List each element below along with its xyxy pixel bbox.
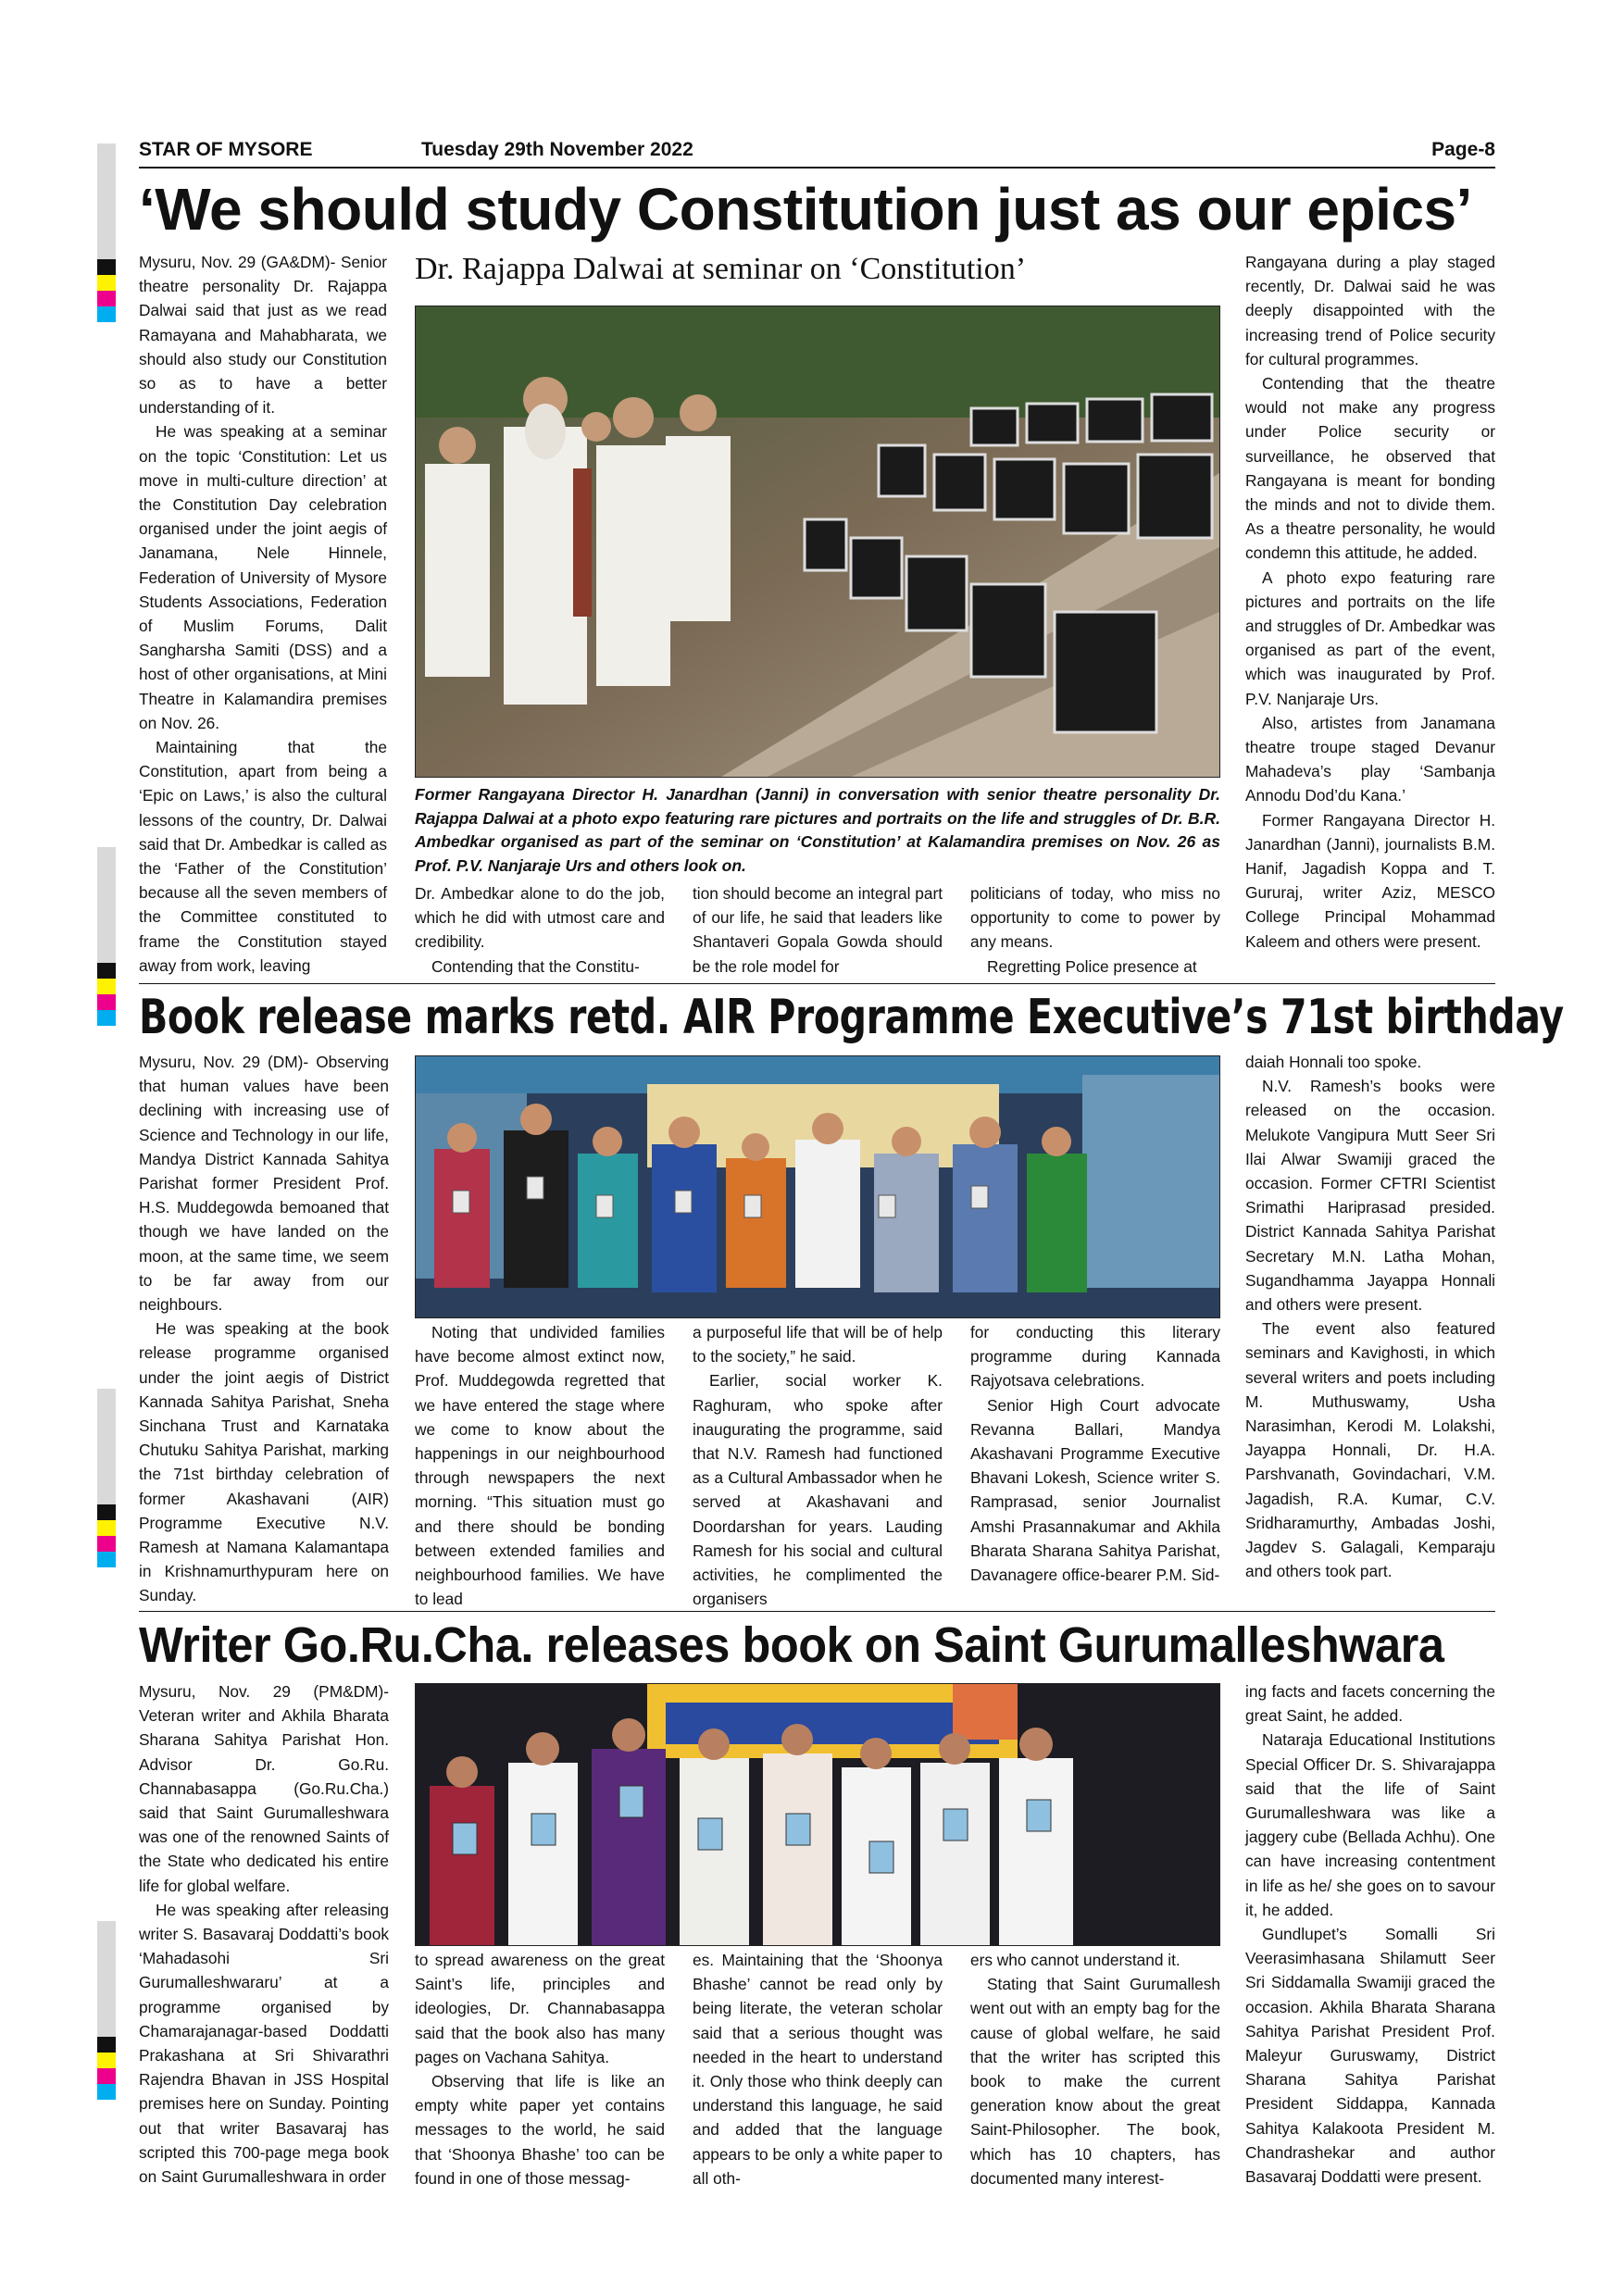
story2-column-2 [415, 1320, 665, 1611]
color-registration-mark [97, 963, 116, 1026]
story2-paragraph: The event also featured seminars and Kavighosti, in which several writers and poets including M. Muthuswamy, Usha Narasimhan, Kerodi M. Lolakshi, Jayappa Honnali, Dr. H.A. Parshvanath, Govindachari, V.M. Jagadish, R.A. Kumar, C.V. Sridharamurthy, Ambadas Joshi, Jagdev S. Galagali, Kemparaju and others took part. [1245, 1319, 1495, 1581]
story-divider [139, 1611, 1495, 1612]
story1-headline: ‘We should study Constitution just as our epics’ [139, 176, 1472, 243]
story3-paragraph: Stating that Saint Gurumallesh went out with an empty bag for the cause of global welfare, he said that the writer has scripted this book to make the current generation know about the great Saint-Philosopher. The book, which has 10 chapters, has documented many interest- [970, 1975, 1220, 2188]
story3-paragraph: He was speaking after releasing writer S. Basavaraj Doddatti’s book ‘Mahadasohi Sri Gurumalleshwararu’ at a programme organised by Chamarajanagar-based Doddatti Prakashana at Sri Shivarathri Rajendra Bhavan in JSS Hospital premises here on Sunday. Pointing out that writer Basavaraj has scripted this 700-page mega book on Saint Gurumalleshwara in order [139, 1900, 389, 2187]
issue-date: Tuesday 29th November 2022 [421, 139, 693, 160]
story1-paragraph: Former Rangayana Director H. Janardhan (Janni), journalists B.M. Hanif, Jagadish Koppa and T. Gururaj, writer Aziz, MESCO College Principal Mohammad Kaleem and others were present. [1245, 810, 1495, 951]
story3-column-1 [139, 1679, 389, 2189]
story-divider [139, 983, 1495, 984]
story1-paragraph: Maintaining that the Constitution, apart from being a ‘Epic on Laws,’ is also the cultural lessons of the country, Dr. Dalwai said that Dr. Ambedkar is called as the ‘Father of the Constitution’ because all the seven members of the Committee constituted to frame the Constitution stayed away from work, leaving [139, 738, 387, 975]
story1-paragraph: politicians of today, who miss no opportunity to come to power by any means. [970, 884, 1220, 952]
story1-photo-caption: Former Rangayana Director H. Janardhan (Janni) in conversation with senior theatre personality Dr. Rajappa Dalwai at a photo expo featuring rare pictures and portraits on the life and struggles of Dr. B.R. Ambedkar organised as part of the seminar on ‘Constitution’ at Kalamandira premises on Nov. 26 as Prof. P.V. Nanjaraje Urs and others look on. [415, 785, 1220, 875]
story2-headline: Book release marks retd. AIR Programme Executive’s 71st birthday [139, 990, 1564, 1045]
story3-paragraph: Observing that life is like an empty white paper yet contains messages to the world, he said that ‘Shoonya Bhashe’ too can be found in one of those messag- [415, 2072, 665, 2188]
book-release-image [416, 1056, 1219, 1317]
story3-paragraph: Gundlupet’s Somalli Sri Veerasimhasana Shilamutt Seer Sri Siddamalla Swamiji graced the occasion. Akhila Bharata Sharana Sahitya Parishat President Prof. Maleyur Guruswamy, District Sharana Sahitya Parishat President Siddappa, Kannada Sahitya Kalakoota President M. Chandrashekar and author Basavaraj Doddatti were present. [1245, 1925, 1495, 2187]
story2-paragraph: He was speaking at the book release programme organised under the joint aegis of District Kannada Sahitya Parishat, Sneha Sinchana Trust and Karnataka Chutuku Sahitya Parishat, marking the 71st birthday celebration of former Akashavani (AIR) Programme Executive N.V. Ramesh at Namana Kalamantapa in Krishnamurthypuram here on Sunday. [139, 1319, 389, 1605]
story3-paragraph: to spread awareness on the great Saint’s life, principles and ideologies, Dr. Channabasappa said that the book also has many pages on Vachana Sahitya. [415, 1951, 665, 2066]
story2-paragraph: Noting that undivided families have become almost extinct now, Prof. Muddegowda regretted that we have entered the stage where we come to know about the happenings in our neighbourhood through newspapers the next morning. “This situation must go and there should be bonding between extended families and neighbourhood families. We have to lead [415, 1323, 665, 1609]
story1-column-2 [415, 881, 665, 979]
margin-grey-bar [97, 144, 116, 259]
margin-grey-bar [97, 1921, 116, 2037]
story3-column-3 [693, 1948, 943, 2190]
color-registration-mark [97, 2037, 116, 2100]
story2-paragraph: N.V. Ramesh’s books were released on the occasion. Melukote Vangipura Mutt Seer Sri Ilai Alwar Swamiji graced the occasion. Former CFTRI Scientist Srimathi Hariprasad presided. District Kannada Sahitya Parishat Secretary M.N. Latha Mohan, Sugandhamma Jayappa Honnali and others were present. [1245, 1077, 1495, 1315]
saint-book-release-image [416, 1684, 1219, 1945]
story2-paragraph: Earlier, social worker K. Raghuram, who spoke after inaugurating the programme, said that N.V. Ramesh had functioned as a Cultural Ambassador when he served at Akashavani and Doordarshan for years. Lauding Ramesh for his social and cultural activities, he complimented the organisers [693, 1371, 943, 1609]
margin-grey-bar [97, 847, 116, 963]
story2-paragraph: daiah Honnali too spoke. [1245, 1053, 1422, 1071]
story2-column-3 [693, 1320, 943, 1611]
story1-paragraph: tion should become an integral part of our life, he said that leaders like Shantaveri Gopala Gowda should be the role model for [693, 884, 943, 976]
story2-paragraph: Senior High Court advocate Revanna Ballari, Mandya Akashavani Programme Executive Bhavani Lokesh, Science writer S. Ramprasad, senior Journalist Amshi Prasannakumar and Akhila Bharata Sharana Sahitya Parishat, Davanagere office-bearer P.M. Sid- [970, 1395, 1220, 1585]
margin-grey-bar [97, 1389, 116, 1504]
story1-subhead: Dr. Rajappa Dalwai at seminar on ‘Constitution’ [415, 252, 1027, 286]
story1-paragraph: Mysuru, Nov. 29 (GA&DM)- Senior theatre personality Dr. Rajappa Dalwai said that just as we read Ramayana and Mahabharata, we should also study our Constitution so as to have a better understanding of it. [139, 253, 387, 418]
story2-column-5 [1245, 1050, 1495, 1583]
story1-column-1 [139, 250, 387, 978]
story3-paragraph: es. Maintaining that the ‘Shoonya Bhashe’ cannot be read only by being literate, the veteran scholar said that a serious thought was needed in the heart to understand it. Only those who think deeply can understand this language, he said and added that the language appears to be only a white paper to all oth- [693, 1951, 943, 2188]
color-registration-mark [97, 1504, 116, 1567]
story1-paragraph: Regretting Police presence at [987, 956, 1197, 976]
story1-paragraph: Dr. Ambedkar alone to do the job, which he did with utmost care and credibility. [415, 884, 665, 952]
photo-expo-image [416, 306, 1219, 777]
story1-paragraph: Contending that the Constitu- [431, 956, 640, 976]
newspaper-name: STAR OF MYSORE [139, 139, 313, 160]
story3-column-2 [415, 1948, 665, 2190]
story3-paragraph: Nataraja Educational Institutions Special Officer Dr. S. Shivarajappa said that the life of Saint Gurumalleshwara was like a jaggery cube (Bellada Achhu). One can have increasing contentment in life as he/ she goes on to savour it, he added. [1245, 1730, 1495, 1919]
story2-paragraph: for conducting this literary programme during Kannada Rajyotsava celebrations. [970, 1323, 1220, 1391]
color-registration-mark [97, 259, 116, 322]
story2-paragraph: Mysuru, Nov. 29 (DM)- Observing that human values have been declining with increasing use of Science and Technology in our life, Mandya District Kannada Sahitya Parishat former President Prof. H.S. Muddegowda bemoaned that though we have landed on the moon, at the same time, we seem to be far away from our neighbours. [139, 1053, 389, 1315]
story3-column-4 [970, 1948, 1220, 2190]
story1-paragraph: A photo expo featuring rare pictures and portraits on the life and struggles of Dr. Ambedkar was organised as part of the event, which was inaugurated by Prof. P.V. Nanjaraje Urs. [1245, 568, 1495, 708]
story2-column-1 [139, 1050, 389, 1608]
page-number: Page-8 [1431, 139, 1495, 160]
story1-paragraph: Also, artistes from Janamana theatre troupe staged Devanur Mahadeva’s play ‘Sambanja Annodu Dod’du Kana.’ [1245, 713, 1495, 805]
story1-paragraph: Rangayana during a play staged recently, Dr. Dalwai said he was deeply disappointed with the increasing trend of Police security for cultural programmes. [1245, 253, 1495, 368]
story2-paragraph: a purposeful life that will be of help to the society,” he said. [693, 1323, 943, 1366]
photo-expo-picture [415, 306, 1220, 778]
masthead-rule [139, 167, 1495, 168]
story1-paragraph: He was speaking at a seminar on the topic ‘Constitution: Let us move in multi-culture direction’ at the Constitution Day celebration organised under the joint aegis of Janamana, Nele Hinnele, Federation of University of Mysore Students Associations, Federation of Muslim Forums, Dalit Sangharsha Samiti (DSS) and a host of other organisations, at Mini Theatre in Kalamandira premises on Nov. 26. [139, 422, 387, 732]
story3-paragraph: ers who cannot understand it. [970, 1951, 1181, 1969]
story3-paragraph: Mysuru, Nov. 29 (PM&DM)- Veteran writer and Akhila Bharata Sharana Sahitya Parishat Hon. Advisor Dr. Go.Ru. Channabasappa (Go.Ru.Cha.) said that Saint Gurumalleshwara was one of the renowned Saints of the State who dedicated his entire life for global welfare. [139, 1682, 389, 1895]
story3-headline: Writer Go.Ru.Cha. releases book on Saint Gurumalleshwara [139, 1617, 1444, 1673]
story1-paragraph: Contending that the theatre would not make any progress under Police security or surveillance, he observed that Rangayana is meant for bonding the minds and not to divide them. As a theatre personality, he would condemn this attitude, he added. [1245, 374, 1495, 563]
book-release-picture [415, 1055, 1220, 1318]
story1-column-3 [693, 881, 943, 979]
book-release-saint-picture [415, 1683, 1220, 1946]
story2-column-4 [970, 1320, 1220, 1587]
story1-column-4 [970, 881, 1220, 979]
story1-column-5 [1245, 250, 1495, 954]
story3-paragraph: ing facts and facets concerning the great Saint, he added. [1245, 1682, 1495, 1726]
story3-column-5 [1245, 1679, 1495, 2189]
